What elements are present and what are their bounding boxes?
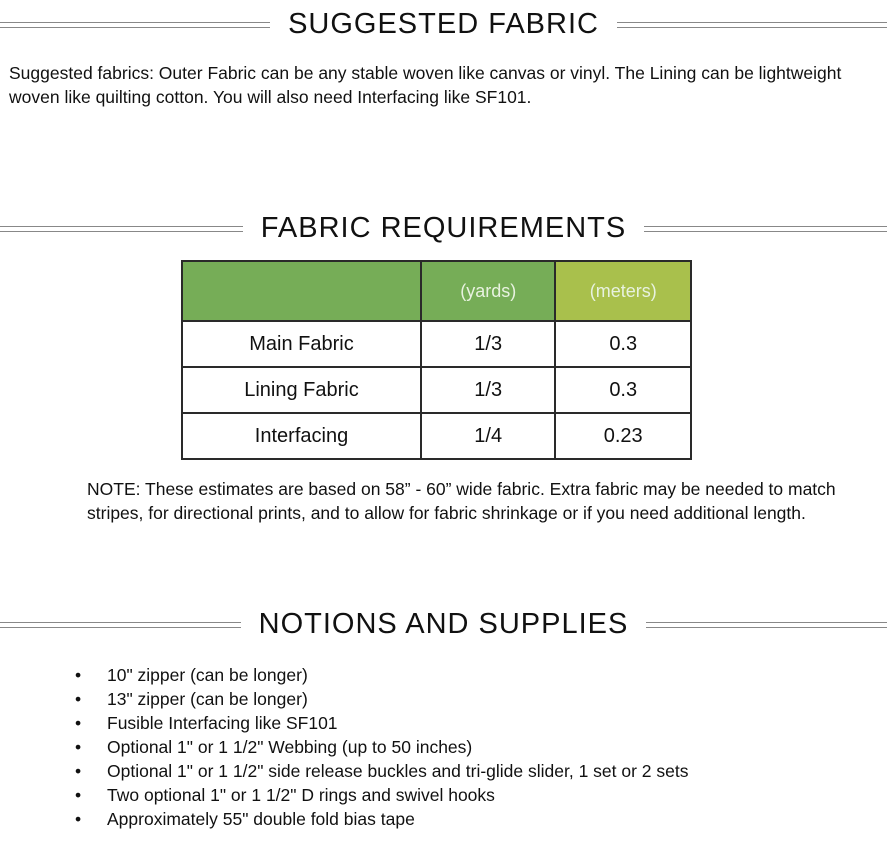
table-header-row: [182, 261, 691, 321]
bullet-icon: •: [75, 809, 82, 829]
list-item: [75, 807, 688, 831]
header-rule-right: [646, 622, 887, 628]
list-item-text: Optional 1" or 1 1/2" side release buckles and tri-glide slider, 1 set or 2 sets: [107, 761, 689, 781]
notions-list: [75, 663, 688, 831]
list-item: [75, 759, 688, 783]
fabric-note: NOTE: These estimates are based on 58” - 60” wide fabric. Extra fabric may be needed to match stripes, for directional prints, and to allow for fabric shrinkage or if you need additional length.: [87, 479, 836, 523]
row-yards: 1/4: [421, 413, 555, 459]
list-item: [75, 783, 688, 807]
header-cell-yards: (yards): [421, 261, 555, 321]
bullet-icon: •: [75, 761, 82, 781]
row-label: Main Fabric: [182, 321, 421, 367]
fabric-requirements-heading: FABRIC REQUIREMENTS: [260, 212, 627, 244]
list-item-text: 10" zipper (can be longer): [107, 665, 308, 685]
row-yards: 1/3: [421, 321, 555, 367]
fabric-requirements-table: [181, 260, 692, 460]
fabric-requirements-header: [0, 214, 887, 243]
list-item-text: Approximately 55" double fold bias tape: [107, 809, 415, 829]
list-item: [75, 735, 688, 759]
table-row: [182, 321, 691, 367]
list-item: [75, 687, 688, 711]
list-item-text: Optional 1" or 1 1/2" Webbing (up to 50 inches): [107, 737, 473, 757]
row-label: Lining Fabric: [182, 367, 421, 413]
header-rule-left: [0, 22, 270, 28]
suggested-fabric-header: [0, 10, 887, 39]
notions-heading: NOTIONS AND SUPPLIES: [258, 608, 629, 640]
bullet-icon: •: [75, 689, 82, 709]
header-cell-meters: (meters): [555, 261, 691, 321]
row-yards: 1/3: [421, 367, 555, 413]
row-label: Interfacing: [182, 413, 421, 459]
bullet-icon: •: [75, 785, 82, 805]
suggested-fabric-text: Suggested fabrics: Outer Fabric can be any stable woven like canvas or vinyl. The Lining can be lightweight woven like quilting cotton. You will also need Interfacing like SF101.: [9, 63, 842, 107]
bullet-icon: •: [75, 737, 82, 757]
notions-header: [0, 610, 887, 639]
table-row: [182, 413, 691, 459]
bullet-icon: •: [75, 713, 82, 733]
header-rule-left: [0, 622, 241, 628]
suggested-fabric-heading: SUGGESTED FABRIC: [288, 8, 599, 40]
table-row: [182, 367, 691, 413]
row-meters: 0.23: [555, 413, 691, 459]
bullet-icon: •: [75, 665, 82, 685]
list-item-text: 13" zipper (can be longer): [107, 689, 308, 709]
list-item-text: Two optional 1" or 1 1/2" D rings and swivel hooks: [107, 785, 495, 805]
header-rule-right: [644, 226, 887, 232]
row-meters: 0.3: [555, 321, 691, 367]
header-cell-blank: [182, 261, 421, 321]
list-item: [75, 711, 688, 735]
header-rule-left: [0, 226, 243, 232]
header-rule-right: [617, 22, 887, 28]
list-item-text: Fusible Interfacing like SF101: [107, 713, 338, 733]
list-item: [75, 663, 688, 687]
row-meters: 0.3: [555, 367, 691, 413]
